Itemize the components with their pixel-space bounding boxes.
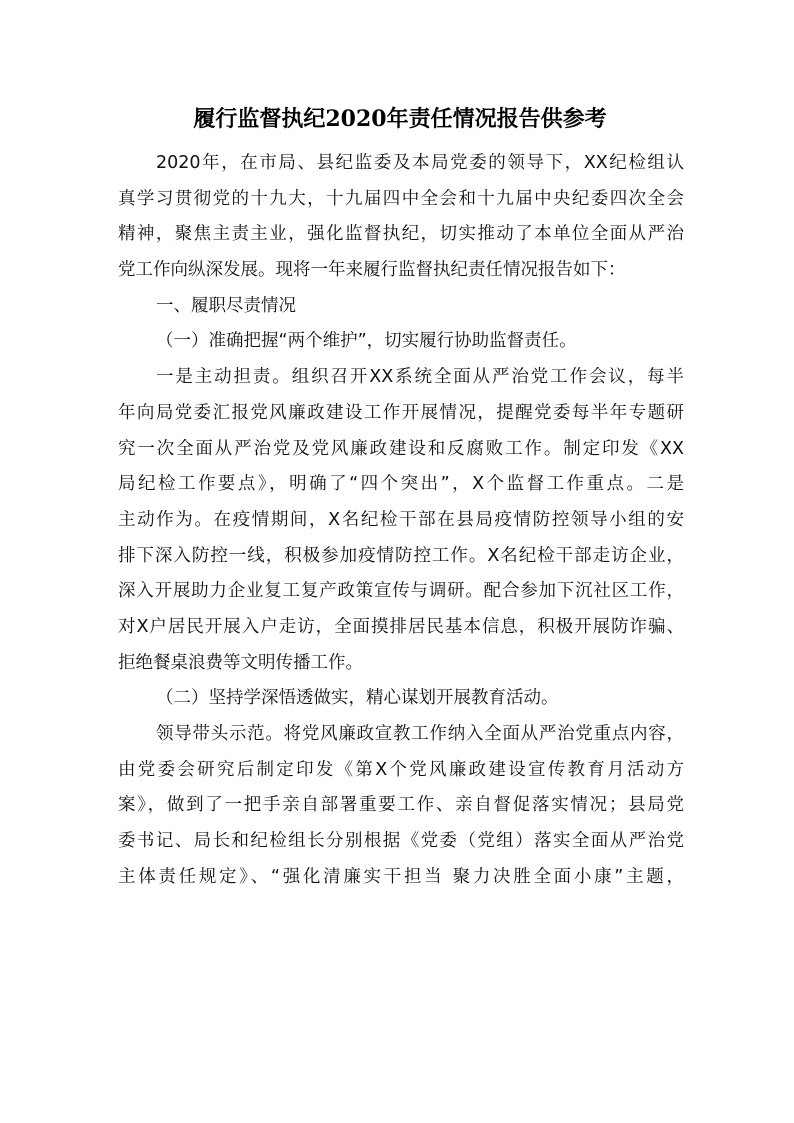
text-line: 2020年，在市局、县纪监委及本局党委的领导下，XX纪检组认: [156, 153, 684, 173]
text-line: 委书记、局长和纪检组长分别根据《党委（党组）落实全面从严治党: [118, 831, 684, 852]
text-line: 真学习贯彻党的十九大，十九届四中全会和十九届中央纪委四次全会: [118, 188, 684, 209]
text-line: 一是主动担责。组织召开XX系统全面从严治党工作会议，每半: [156, 367, 684, 388]
text-line: 究一次全面从严治党及党风廉政建设和反腐败工作。制定印发《XX: [118, 438, 684, 459]
text-line: 排下深入防控一线，积极参加疫情防控工作。X名纪检干部走访企业，: [118, 545, 684, 566]
text-line: 主动作为。在疫情期间，X名纪检干部在县局疫情防控领导小组的安: [118, 509, 684, 530]
text-line: 对X户居民开展入户走访，全面摸排居民基本信息，积极开展防诈骗、: [118, 616, 684, 637]
text-line: （一）准确把握“两个维护”，切实履行协助监督责任。: [156, 331, 577, 352]
text-line: 党工作向纵深发展。现将一年来履行监督执纪责任情况报告如下：: [118, 260, 626, 281]
document-title: 履行监督执纪2020年责任情况报告供参考: [193, 106, 607, 132]
text-line: 由党委会研究后制定印发《第X个党风廉政建设宣传教育月活动方: [118, 759, 684, 780]
document-body: [118, 146, 684, 895]
text-line: 精神，聚焦主责主业，强化监督执纪，切实推动了本单位全面从严治: [118, 224, 684, 245]
text-line: 深入开展助力企业复工复产政策宣传与调研。配合参加下沉社区工作，: [118, 581, 684, 602]
text-line: 领导带头示范。将党风廉政宣教工作纳入全面从严治党重点内容，: [156, 724, 684, 744]
text-line: 年向局党委汇报党风廉政建设工作开展情况，提醒党委每半年专题研: [118, 402, 684, 423]
text-line: 一、履职尽责情况: [156, 295, 296, 316]
text-line: 局纪检工作要点》，明确了“四个突出”，X个监督工作重点。二是: [118, 474, 684, 495]
text-line: 案》，做到了一把手亲自部署重要工作、亲自督促落实情况；县局党: [118, 795, 684, 816]
text-line: （二）坚持学深悟透做实，精心谋划开展教育活动。: [156, 688, 559, 709]
text-line: 主体责任规定》、“强化清廉实干担当 聚力决胜全面小康”主题，: [118, 866, 684, 887]
text-line: 拒绝餐桌浪费等文明传播工作。: [118, 652, 363, 673]
